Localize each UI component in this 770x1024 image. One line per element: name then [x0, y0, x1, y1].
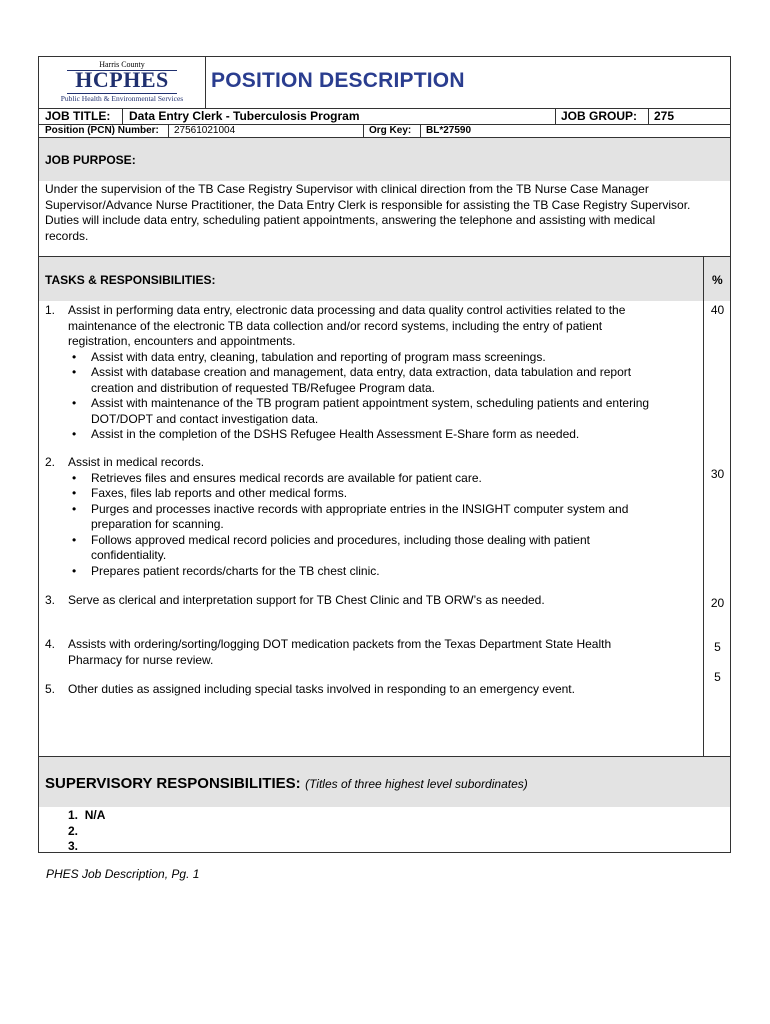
task-number: 3. — [45, 593, 56, 607]
purpose-line: Under the supervision of the TB Case Registry Supervisor with clinical direction from the TB Nurse Case Manager — [45, 182, 649, 196]
divider — [122, 108, 123, 124]
task-line: Serve as clerical and interpretation support for TB Chest Clinic and TB ORW’s as needed. — [68, 593, 545, 607]
supervisory-heading-row — [45, 775, 528, 793]
purpose-heading-band — [39, 138, 730, 181]
logo-county-text: Harris County — [99, 60, 145, 69]
task-number: 1. — [45, 303, 56, 317]
org-key-value: BL*27590 — [426, 125, 472, 136]
tasks-heading: TASKS & RESPONSIBILITIES: — [45, 273, 216, 287]
task-percent-4: 5 — [714, 640, 721, 654]
task-bullet — [45, 427, 685, 443]
task-bullet — [45, 533, 685, 564]
task-item-1 — [45, 303, 685, 443]
task-bullet — [45, 486, 685, 502]
purpose-line: records. — [45, 228, 89, 243]
logo-divider — [205, 57, 206, 108]
list-item — [68, 824, 105, 840]
job-purpose-heading: JOB PURPOSE: — [45, 153, 136, 167]
task-item-2 — [45, 455, 685, 579]
task-percent-2: 30 — [710, 467, 725, 481]
divider — [168, 124, 169, 137]
task-number: 4. — [45, 637, 56, 651]
bullet-line: • Purges and processes inactive records with appropriate entries in the INSIGHT computer system and — [91, 501, 629, 516]
list-number: 2. — [68, 823, 79, 838]
task-line: Other duties as assigned including special tasks involved in responding to an emergency event. — [68, 682, 575, 696]
percent-header: % — [712, 273, 723, 287]
divider — [648, 108, 649, 124]
list-number: 3. — [68, 839, 79, 853]
divider — [555, 108, 556, 124]
job-group-value: 275 — [654, 109, 675, 123]
bullet-line: • Prepares patient records/charts for the TB chest clinic. — [91, 563, 380, 578]
task-bullet — [45, 564, 685, 580]
task-item-5 — [45, 682, 685, 698]
task-line: Assists with ordering/sorting/logging DOT medication packets from the Texas Department State Health — [68, 637, 612, 651]
purpose-line: Supervisor/Advance Nurse Practitioner, the Data Entry Clerk is responsible for assisting the TB Case Registry Supervisor. — [45, 197, 691, 212]
task-item-4 — [45, 637, 685, 668]
job-title-value: Data Entry Clerk - Tuberculosis Program — [129, 109, 360, 123]
bullet-line: • Assist with maintenance of the TB program patient appointment system, scheduling patients and entering — [91, 396, 650, 410]
task-percent-3: 20 — [710, 596, 725, 610]
task-percent-5: 5 — [714, 670, 721, 684]
bullet-line: • Retrieves files and ensures medical records are available for patient care. — [91, 470, 482, 485]
bullet-line: • Assist with data entry, cleaning, tabulation and reporting of program mass screenings. — [91, 349, 546, 364]
position-description-form — [38, 56, 731, 853]
task-line: Assist in medical records. — [68, 455, 205, 469]
task-bullet — [45, 365, 685, 396]
job-title-label: JOB TITLE: — [45, 109, 111, 123]
bullet-line: confidentiality. — [91, 548, 167, 562]
task-line: Pharmacy for nurse review. — [68, 652, 214, 667]
task-item-3 — [45, 593, 685, 609]
divider — [420, 124, 421, 137]
task-number: 2. — [45, 455, 56, 469]
supervisory-subheading: (Titles of three highest level subordinates) — [305, 777, 528, 791]
task-bullet — [45, 471, 685, 487]
bullet-line: creation and distribution of requested TB/Refugee Program data. — [91, 380, 435, 395]
task-bullet — [45, 502, 685, 533]
job-group-label: JOB GROUP: — [561, 109, 638, 123]
bullet-line: • Assist in the completion of the DSHS Refugee Health Assessment E-Share form as needed. — [91, 427, 580, 441]
task-bullet — [45, 350, 685, 366]
divider — [363, 124, 364, 137]
task-bullet — [45, 396, 685, 427]
list-item — [68, 808, 105, 824]
job-purpose-text — [45, 182, 729, 244]
task-number: 5. — [45, 682, 56, 696]
list-text: N/A — [84, 808, 106, 822]
list-item — [68, 839, 105, 855]
org-key-label: Org Key: — [369, 125, 412, 136]
list-number: 1. — [68, 808, 79, 822]
bullet-line: • Follows approved medical record policies and procedures, including those dealing with patient — [91, 532, 590, 547]
pcn-value: 27561021004 — [174, 125, 236, 136]
bullet-line: • Faxes, files lab reports and other medical forms. — [91, 486, 348, 500]
pcn-label: Position (PCN) Number: — [45, 125, 159, 136]
task-line: Assist in performing data entry, electronic data processing and data quality control activities related to the — [68, 303, 626, 317]
task-line: maintenance of the electronic TB data collection and/or record systems, including the entry of patient — [68, 318, 603, 333]
page-footer: PHES Job Description, Pg. 1 — [46, 867, 200, 881]
supervisory-list — [68, 808, 105, 855]
hcphes-logo — [39, 57, 205, 108]
page-title: POSITION DESCRIPTION — [211, 69, 465, 92]
logo-subtitle: Public Health & Environmental Services — [60, 94, 184, 103]
task-percent-1: 40 — [710, 303, 725, 317]
bullet-line: • Assist with database creation and management, data entry, data extraction, data tabulation and report — [91, 365, 632, 379]
purpose-line: Duties will include data entry, scheduling patient appointments, answering the telephone and assisting with medical — [45, 213, 656, 227]
bullet-line: preparation for scanning. — [91, 517, 224, 531]
logo-name: HCPHES — [75, 67, 169, 92]
task-line: registration, encounters and appointments. — [68, 334, 296, 348]
bullet-line: DOT/DOPT and contact investigation data. — [91, 411, 319, 426]
supervisory-heading: SUPERVISORY RESPONSIBILITIES: — [45, 775, 301, 792]
